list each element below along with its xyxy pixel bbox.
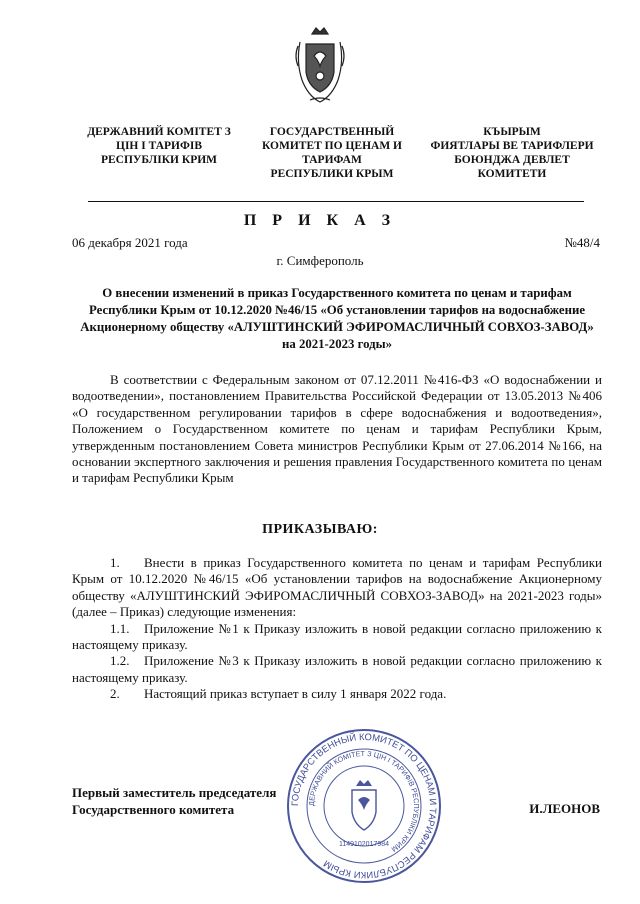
header-ukrainian-line: ДЕРЖАВНИЙ КОМІТЕТ З [87,126,231,138]
seal-inner-text: ДЕРЖАВНИЙ КОМІТЕТ З ЦІН І ТАРИФІВ РЕСПУБЛІКИ КРИМ [306,748,422,854]
header-russian-line: ГОСУДАРСТВЕННЫЙ [269,126,395,138]
order-item-text: Приложение №3 к Приказу изложить в новой редакции согласно приложению к настоящему приказу. [72,653,602,685]
official-seal-icon [284,726,444,886]
header-tatar-line: ФИЯТЛАРЫ ВЕ ТАРИФЛЕРИ [430,140,594,152]
seal-code: 1149102017984 [338,841,390,848]
order-item-number: 2. [110,686,120,702]
order-item [72,686,602,702]
header-divider [88,201,584,202]
header-russian-line: ТАРИФАМ [302,154,362,166]
document-subject: О внесении изменений в приказ Государственного комитета по ценам и тарифам Республики Крым от 10.12.2020 №46/15 «Об установлении тарифов на водоснабжение Акционерному обществу «АЛУШТИНСКИЙ ЭФИРОМАСЛИЧНЫЙ СОВХОЗ-ЗАВОД» на 2021-2023 годы» [80,286,594,351]
crimea-coat-of-arms-icon [292,26,348,106]
document-number: №48/4 [564,235,600,250]
order-item-number: 1. [110,555,120,570]
order-items [72,555,602,703]
header-tatar-line: КЪЫРЫМ [483,126,541,138]
order-item [72,621,602,654]
order-item-text: Приложение №1 к Приказу изложить в новой редакции согласно приложению к настоящему приказу. [72,620,602,653]
header-ukrainian-line: РЕСПУБЛІКИ КРИМ [100,154,218,166]
signatory-name: И.ЛЕОНОВ [529,801,600,816]
header-russian [250,125,414,181]
signatory-title-line: Первый заместитель председателя [72,785,277,800]
header-crimean-tatar [424,125,600,181]
order-item-text: Внести в приказ Государственного комитета по ценам и тарифам Республики Крым от 10.12.2020 №46/15 «Об установлении тарифов на водоснабжение Акционерному обществу «АЛУШТИНСКИЙ ЭФИРОМАСЛИЧНЫЙ СОВХОЗ-ЗАВОД» на 2021-2023 годы» (далее – Приказ) следующие изменения: [72,555,602,620]
order-item [72,653,602,686]
document-title: П Р И К А З [243,212,397,229]
header-ukrainian-line: ЦІН І ТАРИФІВ [116,140,202,152]
order-item-text: Настоящий приказ вступает в силу 1 января 2022 года. [144,686,447,702]
header-tatar-line: КОМИТЕТИ [477,168,547,180]
document-city: г. Симферополь [276,253,364,268]
document-preamble: В соответствии с Федеральным законом от 07.12.2011 №416-ФЗ «О водоснабжении и водоотведении», постановлением Правительства Российской Федерации от 13.05.2013 №406 «О государственном регулировании тарифов в сфере водоснабжения и водоотведения», Положением о Государственном комитете по ценам и тарифам Республики Крым, утвержденным постановлением Совета министров Республики Крым от 27.06.2014 №166, на основании экспертного заключения и решения правления Государственного комитета по ценам и тарифам Республики Крым [72,372,602,486]
header-ukrainian [76,125,242,167]
order-item [72,555,602,621]
header-tatar-line: БОЮНДЖА ДЕВЛЕТ [454,154,570,166]
order-item-number: 1.1. [110,620,130,636]
order-heading: ПРИКАЗЫВАЮ: [262,522,378,537]
header-russian-line: РЕСПУБЛИКИ КРЫМ [270,168,394,180]
header-russian-line: КОМИТЕТ ПО ЦЕНАМ И [262,140,402,152]
signatory-title-line: Государственного комитета [72,801,235,817]
seal-outer-text: ГОСУДАРСТВЕННЫЙ КОМИТЕТ ПО ЦЕНАМ И ТАРИФАМ РЕСПУБЛИКИ КРЫМ [288,730,440,882]
document-date: 06 декабря 2021 года [72,235,188,250]
signatory-title [72,785,276,818]
order-item-number: 1.2. [110,653,130,669]
